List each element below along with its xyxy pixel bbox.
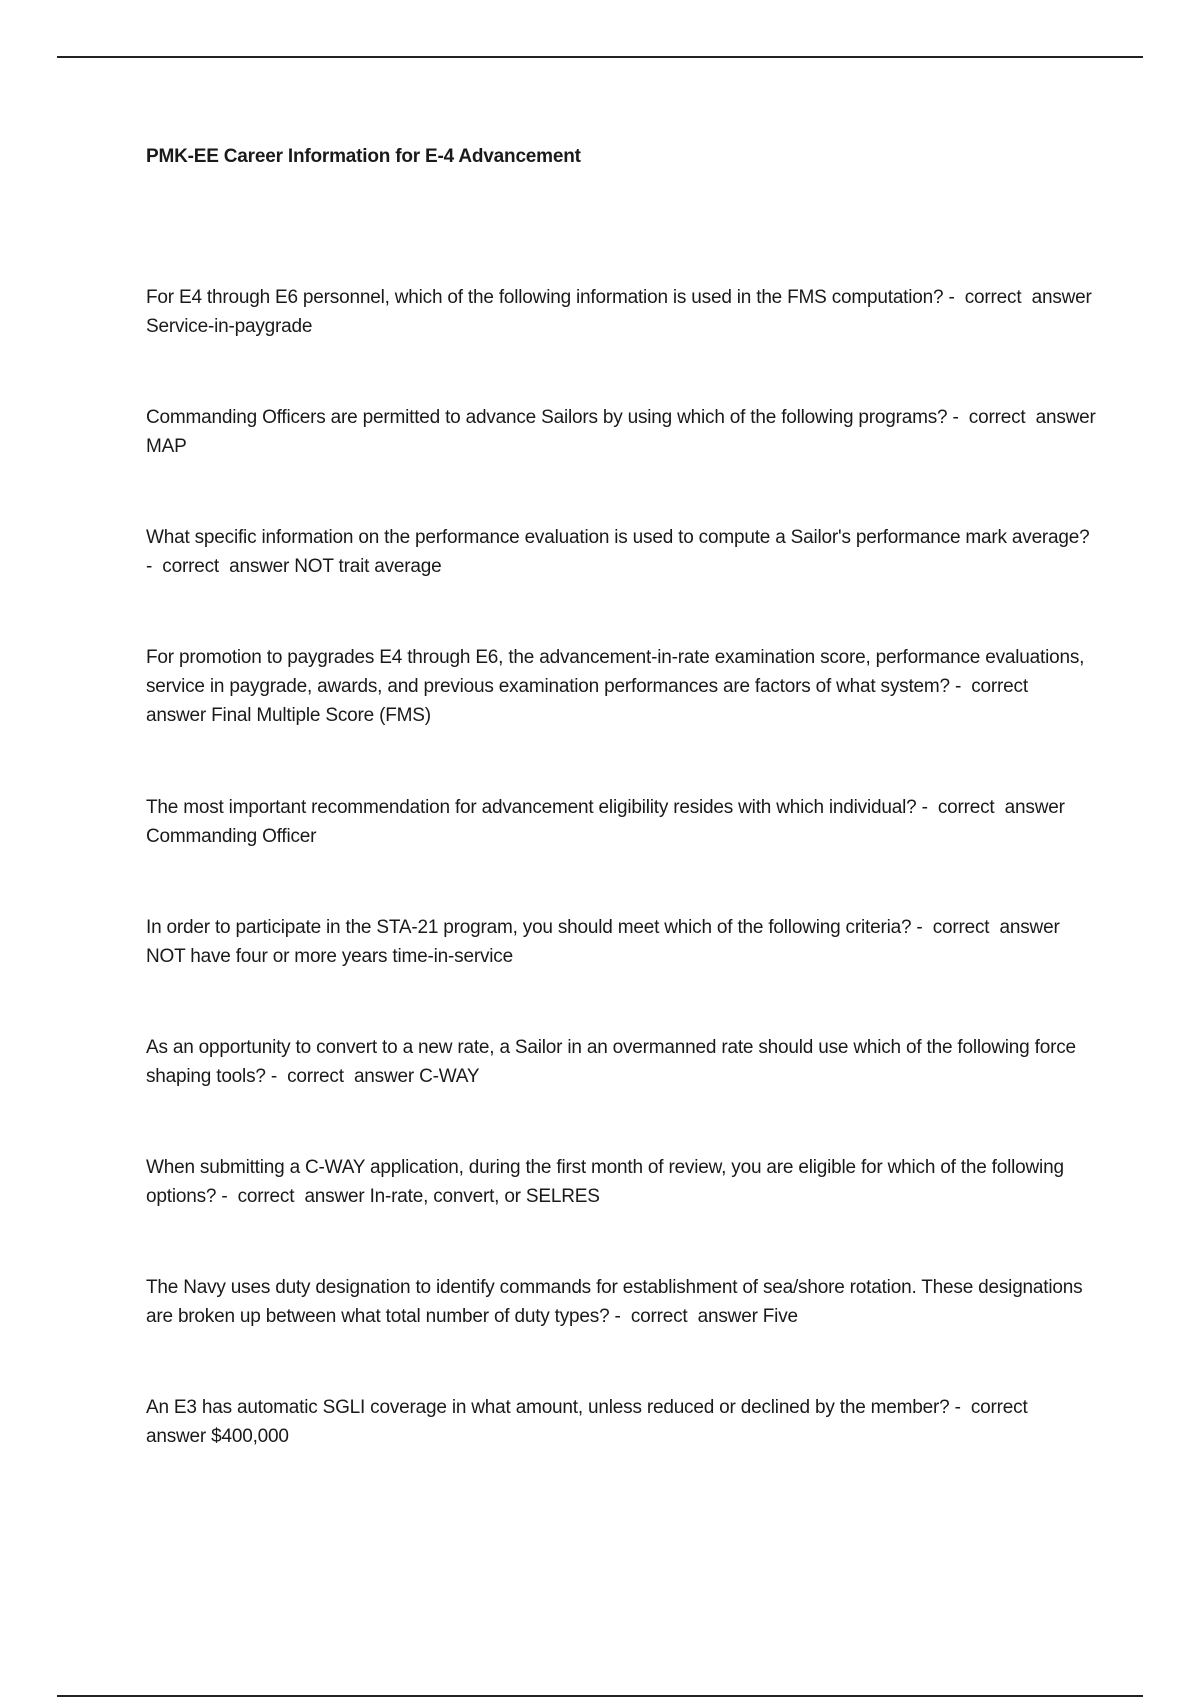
qa-item <box>146 1273 1096 1331</box>
answer-separator: - correct answer <box>216 1186 370 1207</box>
answer-text: NOT trait average <box>294 556 442 577</box>
answer-separator: - correct answer <box>146 676 1039 726</box>
qa-item <box>146 283 1096 341</box>
answer-separator: - correct answer <box>146 527 1095 577</box>
answer-text: MAP <box>146 436 187 457</box>
answer-separator: - correct answer <box>146 1397 1038 1447</box>
question-text: As an opportunity to convert to a new rate, a Sailor in an overmanned rate should use which of the following force shaping tools? <box>146 1037 1076 1087</box>
bottom-rule <box>57 1695 1143 1697</box>
top-rule <box>57 56 1143 58</box>
page-title: PMK-EE Career Information for E-4 Advancement <box>146 146 581 167</box>
answer-separator: - correct answer <box>916 797 1070 818</box>
answer-text: Service-in-paygrade <box>146 316 313 337</box>
qa-item <box>146 1033 1096 1091</box>
question-text: An E3 has automatic SGLI coverage in what amount, unless reduced or declined by the member? <box>146 1397 950 1418</box>
qa-item <box>146 1153 1096 1211</box>
answer-separator: - correct answer <box>943 287 1097 308</box>
qa-item <box>146 793 1096 851</box>
answer-separator: - correct answer <box>265 1066 420 1087</box>
question-text: The Navy uses duty designation to identify commands for establishment of sea/shore rotation. These designations are broken up between what total number of duty types? <box>146 1277 1083 1327</box>
question-text: Commanding Officers are permitted to advance Sailors by using which of the following programs? <box>146 407 948 428</box>
qa-item <box>146 403 1101 461</box>
question-text: The most important recommendation for advancement eligibility resides with which individual? <box>146 797 917 818</box>
qa-item <box>146 523 1096 581</box>
qa-item <box>146 643 1096 730</box>
question-text: In order to participate in the STA-21 program, you should meet which of the following criteria? <box>146 917 912 938</box>
question-text: When submitting a C-WAY application, during the first month of review, you are eligible for which of the following options? <box>146 1157 1064 1207</box>
answer-separator: - correct answer <box>911 917 1065 938</box>
answer-text: Final Multiple Score (FMS) <box>211 705 431 726</box>
answer-text: Commanding Officer <box>146 826 317 847</box>
question-text: For promotion to paygrades E4 through E6, the advancement-in-rate examination score, performance evaluations, service in paygrade, awards, and previous examination performances are factors of what system? <box>146 647 1085 697</box>
qa-item <box>146 913 1096 971</box>
answer-text: Five <box>762 1306 798 1327</box>
answer-separator: - correct answer <box>609 1306 763 1327</box>
question-text: For E4 through E6 personnel, which of the following information is used in the FMS computation? <box>146 287 944 308</box>
answer-text: NOT have four or more years time-in-service <box>146 946 513 967</box>
answer-text: C-WAY <box>419 1066 480 1087</box>
answer-text: In-rate, convert, or SELRES <box>369 1186 600 1207</box>
answer-separator: - correct answer <box>947 407 1101 428</box>
answer-text: $400,000 <box>211 1426 289 1447</box>
question-text: What specific information on the performance evaluation is used to compute a Sailor's performance mark average? <box>146 527 1090 548</box>
qa-item <box>146 1393 1096 1451</box>
